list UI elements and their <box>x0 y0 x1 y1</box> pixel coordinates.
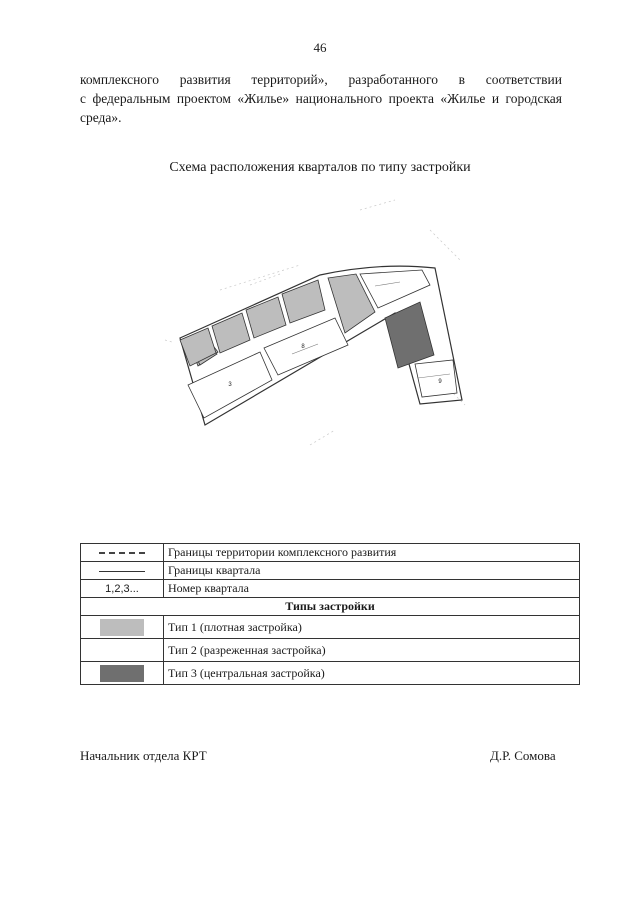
type3-swatch <box>100 665 144 682</box>
legend-symbol <box>81 544 164 562</box>
legend-label: Тип 2 (разреженная застройка) <box>164 639 580 662</box>
quarter-type1 <box>282 280 325 323</box>
paragraph-line: комплексного развития территорий», разработанного в соответствии <box>80 72 562 87</box>
legend-row <box>81 562 580 580</box>
body-paragraph <box>80 70 562 127</box>
quarters-map <box>160 190 480 450</box>
dashed-line-symbol <box>99 552 145 554</box>
quarter-9 <box>415 360 457 397</box>
legend-table <box>80 543 580 685</box>
scheme-title: Схема расположения кварталов по типу застройки <box>169 160 471 175</box>
signatory-name: Д.Р. Сомова <box>490 748 556 763</box>
paragraph-line: среда». <box>80 110 122 125</box>
legend-row <box>81 544 580 562</box>
legend-symbol <box>81 662 164 685</box>
legend-row <box>81 580 580 598</box>
quarter-type1 <box>246 297 286 338</box>
type2-swatch <box>100 642 144 659</box>
quarter-type1 <box>180 328 216 366</box>
types-header: Типы застройки <box>81 598 580 616</box>
quarter-number: 9 <box>438 379 442 385</box>
legend-row <box>81 662 580 685</box>
quarter-type1 <box>212 313 250 353</box>
quarter-type3 <box>385 302 434 368</box>
legend-label: Тип 3 (центральная застройка) <box>164 662 580 685</box>
legend-header-row <box>81 598 580 616</box>
signatory-position: Начальник отдела КРТ <box>80 748 207 763</box>
legend-row <box>81 639 580 662</box>
paragraph-line: с федеральным проектом «Жилье» национального проекта «Жилье и городская <box>80 91 562 106</box>
solid-line-symbol <box>99 571 145 572</box>
legend-label: Тип 1 (плотная застройка) <box>164 616 580 639</box>
legend-symbol-text: 1,2,3... <box>81 580 164 598</box>
legend-label: Границы территории комплексного развития <box>164 544 580 562</box>
quarter-number: 3 <box>228 382 232 388</box>
legend-label: Номер квартала <box>164 580 580 598</box>
legend-label: Границы квартала <box>164 562 580 580</box>
page-number: 46 <box>313 40 327 55</box>
quarter-number: 8 <box>301 344 305 350</box>
type1-swatch <box>100 619 144 636</box>
legend-symbol <box>81 562 164 580</box>
legend-symbol <box>81 639 164 662</box>
legend-row <box>81 616 580 639</box>
legend-symbol <box>81 616 164 639</box>
